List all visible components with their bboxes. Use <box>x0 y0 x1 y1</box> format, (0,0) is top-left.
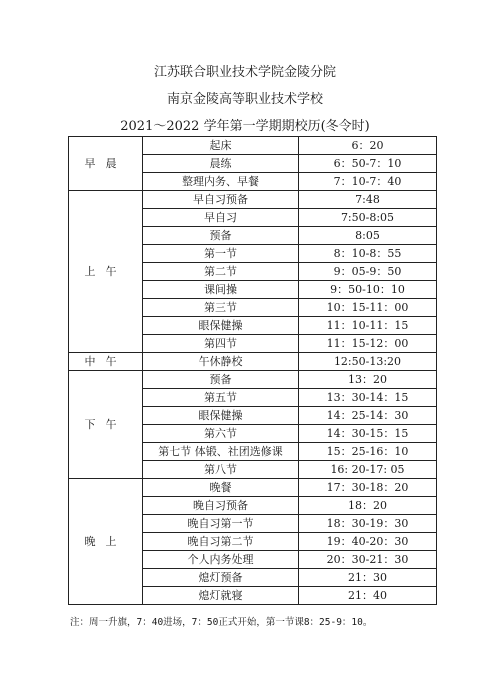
schedule-row <box>69 191 437 209</box>
time-cell: 9：05-9：50 <box>299 263 437 281</box>
activity-cell: 第四节 <box>143 335 299 353</box>
time-cell: 8：10-8：55 <box>299 245 437 263</box>
time-cell: 21：40 <box>299 587 437 605</box>
schedule-title: 2021～2022 学年第一学期期校历(冬令时) <box>120 119 370 134</box>
period-label: 晚上 <box>69 479 143 605</box>
time-cell: 17：30-18：20 <box>299 479 437 497</box>
document-header <box>0 60 490 139</box>
time-cell: 8:05 <box>299 227 437 245</box>
activity-cell: 眼保健操 <box>143 317 299 335</box>
activity-cell: 晚餐 <box>143 479 299 497</box>
activity-cell: 整理内务、早餐 <box>143 173 299 191</box>
period-label: 中午 <box>69 353 143 371</box>
activity-cell: 第三节 <box>143 299 299 317</box>
activity-cell: 预备 <box>143 227 299 245</box>
period-label: 上午 <box>69 191 143 353</box>
schedule-row <box>69 137 437 155</box>
time-cell: 13：30-14：15 <box>299 389 437 407</box>
time-cell: 18：20 <box>299 497 437 515</box>
activity-cell: 晨练 <box>143 155 299 173</box>
time-cell: 20：30-21：30 <box>299 551 437 569</box>
activity-cell: 第二节 <box>143 263 299 281</box>
activity-cell: 早自习 <box>143 209 299 227</box>
time-cell: 7:48 <box>299 191 437 209</box>
time-cell: 19：40-20：30 <box>299 533 437 551</box>
time-cell: 12:50-13:20 <box>299 353 437 371</box>
period-label: 下午 <box>69 371 143 479</box>
time-cell: 16: 20-17: 05 <box>299 461 437 479</box>
time-cell: 18：30-19：30 <box>299 515 437 533</box>
schedule-row <box>69 479 437 497</box>
time-cell: 11：15-12：00 <box>299 335 437 353</box>
activity-cell: 起床 <box>143 137 299 155</box>
activity-cell: 午休静校 <box>143 353 299 371</box>
activity-cell: 第八节 <box>143 461 299 479</box>
time-cell: 7:50-8:05 <box>299 209 437 227</box>
activity-cell: 熄灯就寝 <box>143 587 299 605</box>
time-cell: 21：30 <box>299 569 437 587</box>
activity-cell: 晚自习第一节 <box>143 515 299 533</box>
period-label: 早晨 <box>69 137 143 191</box>
time-cell: 15：25-16：10 <box>299 443 437 461</box>
activity-cell: 眼保健操 <box>143 407 299 425</box>
activity-cell: 预备 <box>143 371 299 389</box>
time-cell: 14：25-14：30 <box>299 407 437 425</box>
activity-cell: 课间操 <box>143 281 299 299</box>
activity-cell: 第七节 体锻、社团选修课 <box>143 443 299 461</box>
schedule-body <box>69 137 437 605</box>
activity-cell: 第五节 <box>143 389 299 407</box>
schedule-table <box>68 136 437 605</box>
time-cell: 6：50-7：10 <box>299 155 437 173</box>
time-cell: 11：10-11：15 <box>299 317 437 335</box>
activity-cell: 熄灯预备 <box>143 569 299 587</box>
time-cell: 7：10-7：40 <box>299 173 437 191</box>
schedule-row <box>69 371 437 389</box>
activity-cell: 第六节 <box>143 425 299 443</box>
time-cell: 6：20 <box>299 137 437 155</box>
school-name: 江苏联合职业技术学院金陵分院 <box>153 65 336 80</box>
activity-cell: 第一节 <box>143 245 299 263</box>
footnote: 注：周一升旗，7：40进场，7：50正式开始，第一节课8：25-9：10。 <box>70 617 373 628</box>
school-subname: 南京金陵高等职业技术学校 <box>166 92 323 107</box>
activity-cell: 晚自习第二节 <box>143 533 299 551</box>
schedule-row <box>69 353 437 371</box>
time-cell: 10：15-11：00 <box>299 299 437 317</box>
time-cell: 14：30-15：15 <box>299 425 437 443</box>
activity-cell: 个人内务处理 <box>143 551 299 569</box>
activity-cell: 晚自习预备 <box>143 497 299 515</box>
time-cell: 9：50-10：10 <box>299 281 437 299</box>
time-cell: 13：20 <box>299 371 437 389</box>
activity-cell: 早自习预备 <box>143 191 299 209</box>
